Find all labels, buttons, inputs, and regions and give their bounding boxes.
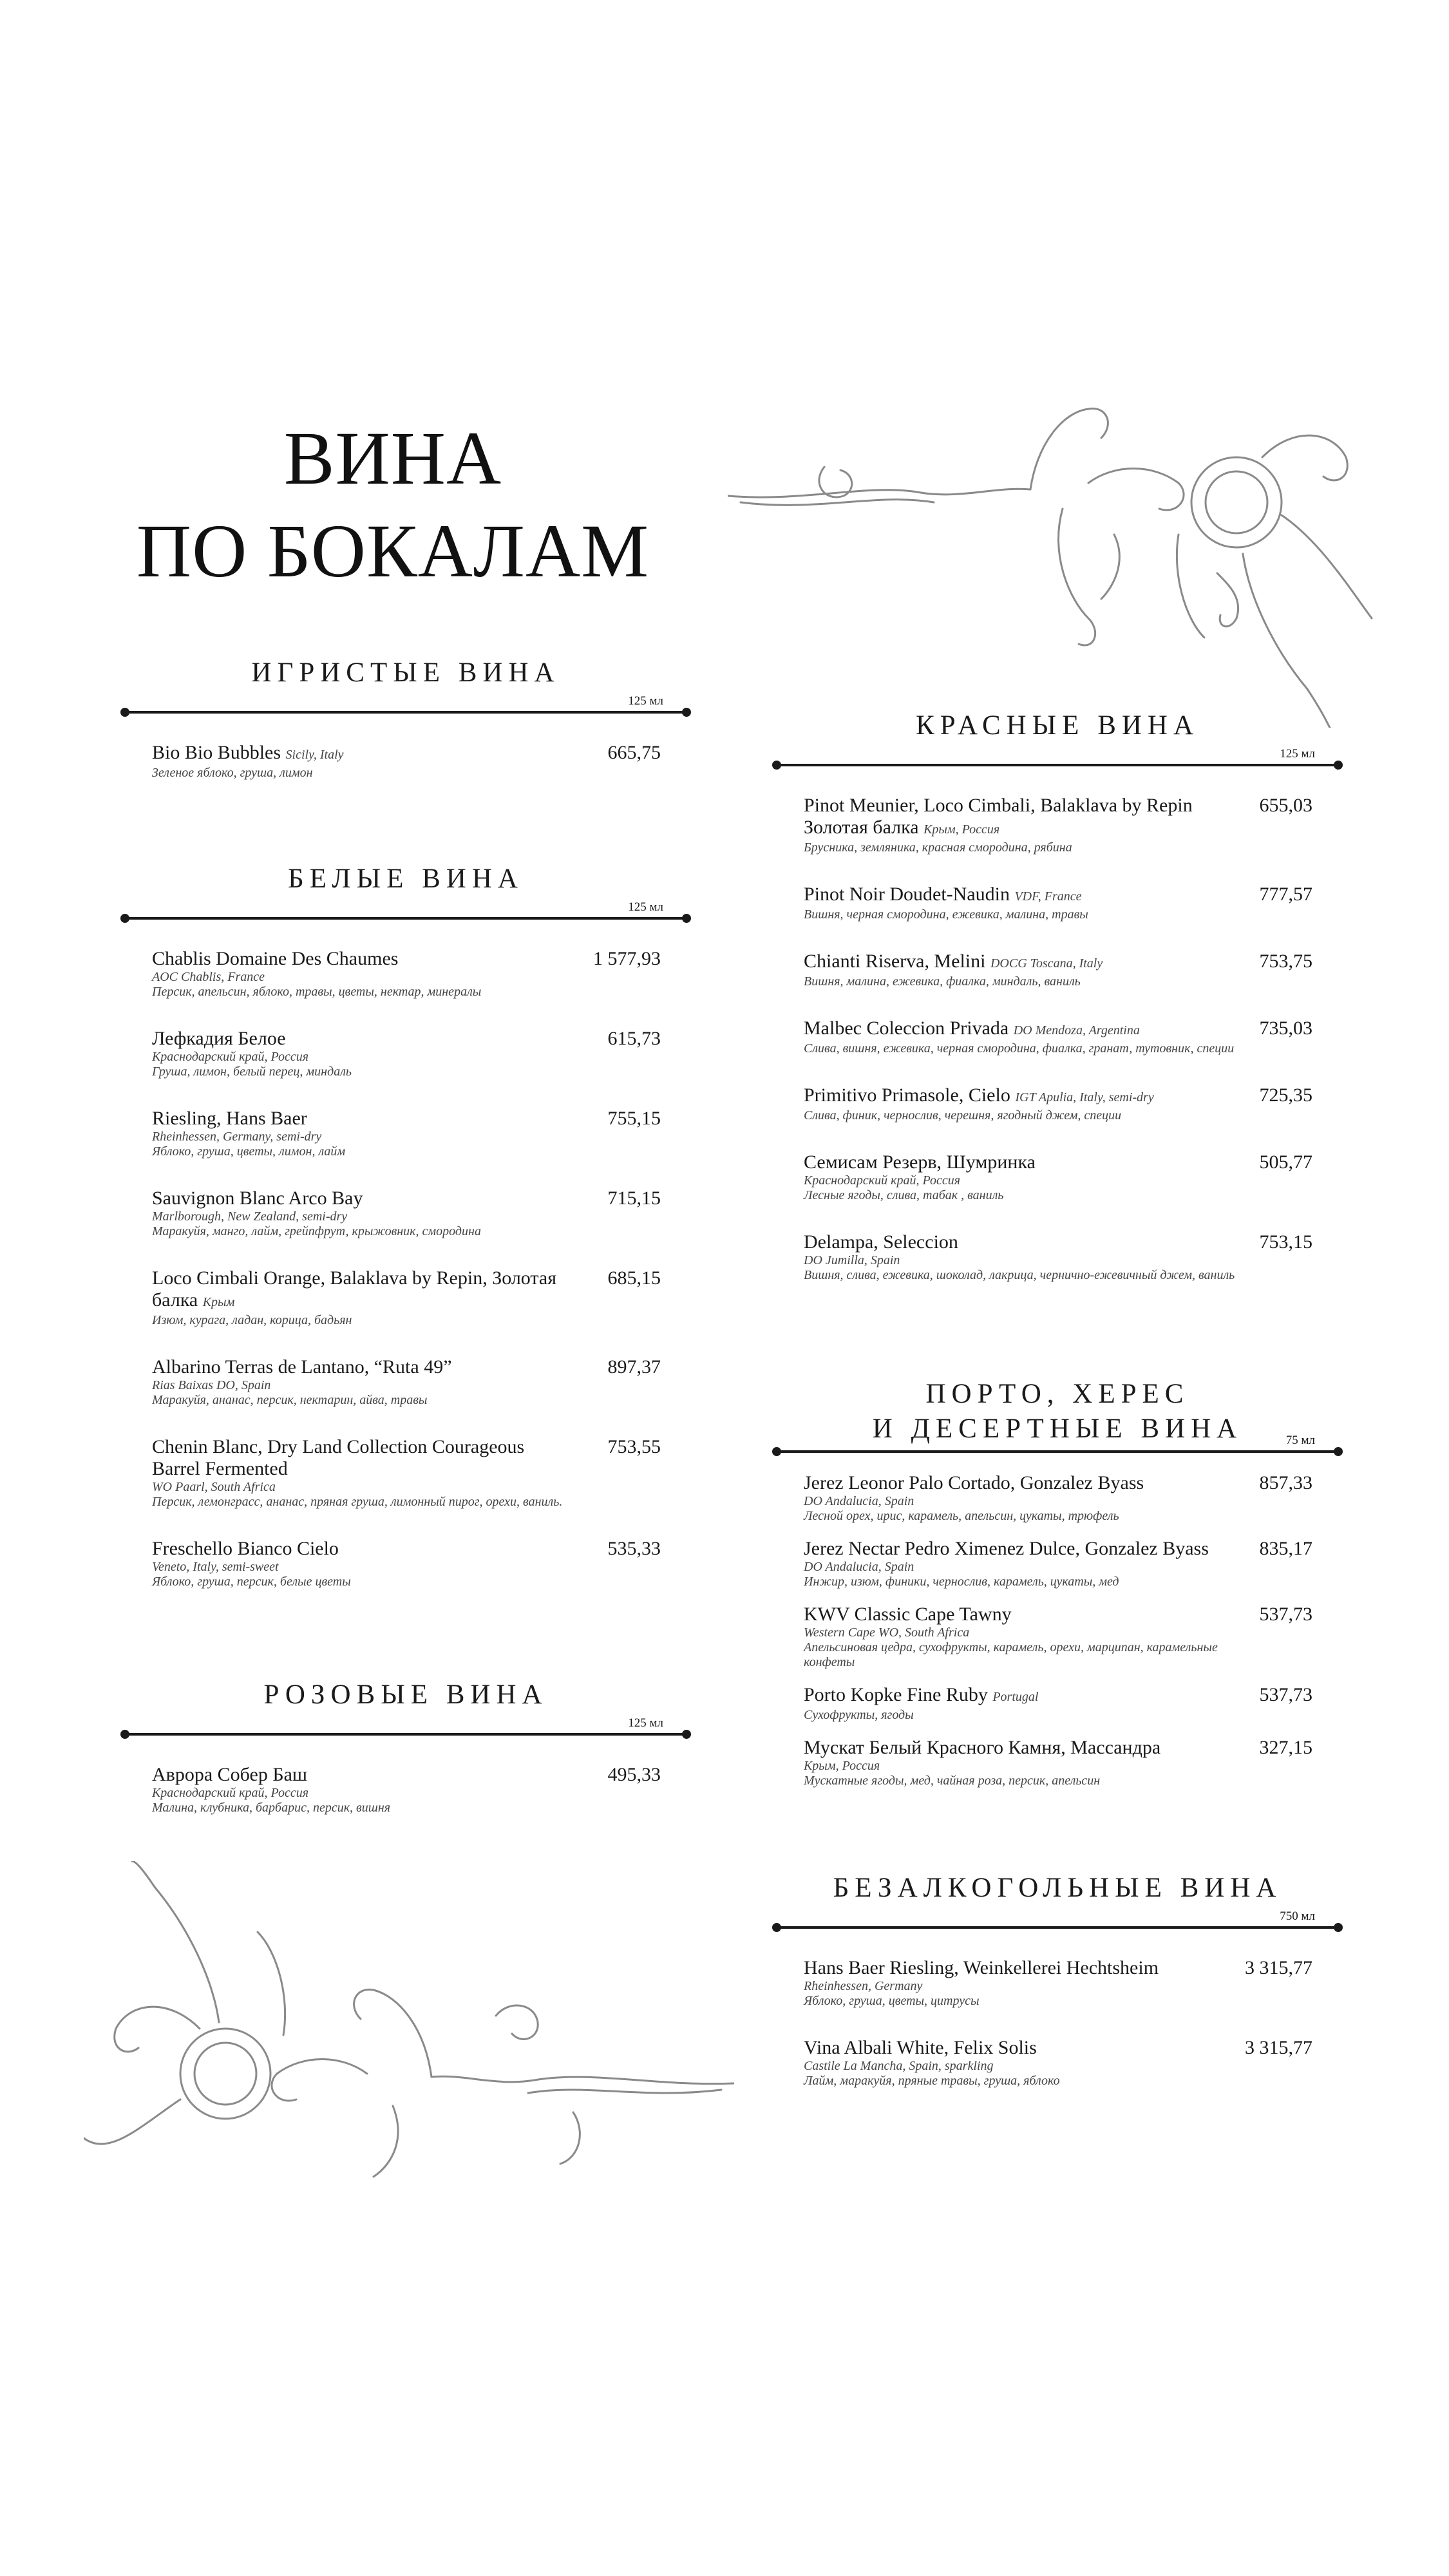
- wine-notes: Лесные ягоды, слива, табак , ваниль: [804, 1188, 1004, 1202]
- wine-item: [152, 1436, 661, 1510]
- wine-notes: Мускатные ягоды, мед, чайная роза, персик, апельсин: [804, 1774, 1101, 1788]
- wine-name: Loco Cimbali Orange, Balaklava by Repin, Золотая балка: [152, 1267, 556, 1311]
- divider: [777, 764, 1338, 766]
- wine-name: Jerez Nectar Pedro Ximenez Dulce, Gonzalez Byass: [804, 1538, 1209, 1559]
- wine-origin: DO Mendoza, Argentina: [1013, 1023, 1140, 1037]
- section-rose: [125, 1678, 687, 1844]
- divider: [125, 1733, 687, 1736]
- volume-label: 125 мл: [628, 694, 663, 708]
- wine-origin: VDF, France: [1014, 889, 1082, 904]
- wine-region: DO Andalucia, Spain: [804, 1494, 914, 1508]
- wine-item: [804, 884, 1312, 922]
- wine-name: KWV Classic Cape Tawny: [804, 1604, 1012, 1625]
- wine-price: 753,75: [1259, 951, 1312, 972]
- wine-region: Крым, Россия: [804, 1759, 880, 1773]
- wine-item: [804, 1737, 1312, 1788]
- wine-name: Bio Bio Bubbles: [152, 742, 281, 763]
- wine-notes: Малина, клубника, барбарис, персик, вишня: [152, 1801, 391, 1815]
- volume-label: 125 мл: [628, 1716, 663, 1730]
- wine-notes: Маракуйя, ананас, персик, нектарин, айва, травы: [152, 1393, 428, 1407]
- divider: [125, 917, 687, 920]
- wine-origin: Sicily, Italy: [285, 748, 344, 762]
- wine-price: 777,57: [1259, 884, 1312, 905]
- wine-price: 753,15: [1259, 1231, 1312, 1253]
- section-title-line1: ПОРТО, ХЕРЕС: [925, 1379, 1189, 1409]
- wine-name: Hans Baer Riesling, Weinkellerei Hechtsheim: [804, 1957, 1159, 1978]
- wine-name: Jerez Leonor Palo Cortado, Gonzalez Byass: [804, 1472, 1144, 1493]
- section-sparkling: [125, 656, 687, 809]
- wine-name: Аврора Собер Баш: [152, 1764, 307, 1785]
- wine-price: 535,33: [607, 1538, 661, 1559]
- wine-price: 655,03: [1259, 795, 1312, 816]
- wine-region: Marlborough, New Zealand, semi-dry: [152, 1209, 348, 1224]
- wine-region: Veneto, Italy, semi-sweet: [152, 1560, 279, 1574]
- wine-notes: Вишня, слива, ежевика, шоколад, лакрица, чернично-ежевичный джем, ваниль: [804, 1268, 1235, 1282]
- page-title-line2: ПО БОКАЛАМ: [136, 509, 650, 593]
- wine-price: 495,33: [607, 1764, 661, 1785]
- wine-region: Rias Baixas DO, Spain: [152, 1378, 271, 1392]
- wine-notes: Брусника, земляника, красная смородина, рябина: [804, 840, 1072, 855]
- wine-price: 735,03: [1259, 1018, 1312, 1039]
- section-white: [125, 862, 687, 1618]
- wine-item: [152, 948, 661, 999]
- wine-name: Мускат Белый Красного Камня, Массандра: [804, 1737, 1161, 1758]
- wine-item: [152, 1028, 661, 1079]
- wine-notes: Лесной орех, ирис, карамель, апельсин, цукаты, трюфель: [804, 1509, 1119, 1523]
- volume-label: 125 мл: [628, 900, 663, 914]
- wine-name: Primitivo Primasole, Cielo: [804, 1084, 1010, 1106]
- wine-item: [804, 1538, 1312, 1589]
- wine-item: [804, 1084, 1312, 1123]
- wine-item: [804, 1472, 1312, 1524]
- section-title: КРАСНЫЕ ВИНА: [915, 710, 1200, 741]
- wine-name: Chenin Blanc, Dry Land Collection Courageous Barrel Fermented: [152, 1436, 525, 1479]
- volume-label: 125 мл: [1280, 747, 1315, 761]
- wine-item: [804, 1018, 1312, 1056]
- page-title: [84, 412, 702, 598]
- wine-notes: Груша, лимон, белый перец, миндаль: [152, 1065, 352, 1079]
- volume-label: 750 мл: [1280, 1909, 1315, 1923]
- wine-price: 537,73: [1259, 1604, 1312, 1625]
- wine-name: Porto Kopke Fine Ruby: [804, 1684, 988, 1705]
- wine-price: 665,75: [607, 742, 661, 763]
- wine-item: [804, 1231, 1312, 1283]
- wine-notes: Вишня, черная смородина, ежевика, малина, травы: [804, 907, 1088, 922]
- wine-price: 755,15: [607, 1108, 661, 1129]
- wine-price: 505,77: [1259, 1151, 1312, 1173]
- wine-price: 1 577,93: [593, 948, 661, 969]
- wine-price: 715,15: [607, 1188, 661, 1209]
- divider: [777, 1926, 1338, 1929]
- wine-origin: Крым: [202, 1295, 235, 1309]
- wine-name: Riesling, Hans Baer: [152, 1108, 307, 1129]
- wine-origin: Portugal: [992, 1690, 1039, 1704]
- section-title: БЕЗАЛКОГОЛЬНЫЕ ВИНА: [833, 1873, 1282, 1903]
- section-title: БЕЛЫЕ ВИНА: [288, 864, 524, 894]
- wine-notes: Сухофрукты, ягоды: [804, 1708, 914, 1722]
- wine-notes: Слива, вишня, ежевика, черная смородина, фиалка, гранат, тутовник, специи: [804, 1041, 1235, 1056]
- wine-region: Краснодарский край, Россия: [804, 1173, 961, 1188]
- divider: [777, 1450, 1338, 1453]
- wine-notes: Персик, лемонграсс, ананас, пряная груша, лимонный пирог, орехи, ваниль.: [152, 1495, 563, 1509]
- wine-item: [804, 1684, 1312, 1723]
- wine-region: Rheinhessen, Germany: [804, 1979, 923, 1993]
- wine-name: Malbec Coleccion Privada: [804, 1018, 1009, 1039]
- wine-region: DO Andalucia, Spain: [804, 1560, 914, 1574]
- wine-price: 725,35: [1259, 1084, 1312, 1106]
- section-red: [777, 708, 1338, 1311]
- section-porto: [777, 1377, 1338, 1803]
- wine-item: [804, 1604, 1312, 1670]
- wine-notes: Вишня, малина, ежевика, фиалка, миндаль, ваниль: [804, 974, 1081, 989]
- wine-name: Chianti Riserva, Melini: [804, 951, 986, 972]
- wine-name: Pinot Noir Doudet-Naudin: [804, 884, 1010, 905]
- wine-notes: Яблоко, груша, цветы, лимон, лайм: [152, 1144, 346, 1159]
- wine-price: 897,37: [607, 1356, 661, 1378]
- wine-region: DO Jumilla, Spain: [804, 1253, 900, 1267]
- wine-name: Sauvignon Blanc Arco Bay: [152, 1188, 363, 1209]
- wine-region: Краснодарский край, Россия: [152, 1786, 309, 1800]
- wine-price: 537,73: [1259, 1684, 1312, 1705]
- ornament-top-right: [728, 406, 1378, 728]
- wine-notes: Яблоко, груша, персик, белые цветы: [152, 1575, 351, 1589]
- wine-notes: Лайм, маракуйя, пряные травы, груша, яблоко: [804, 2074, 1060, 2088]
- wine-notes: Изюм, курага, ладан, корица, бадьян: [152, 1313, 352, 1327]
- wine-item: [152, 1538, 661, 1589]
- wine-price: 327,15: [1259, 1737, 1312, 1758]
- wine-item: [804, 1151, 1312, 1203]
- section-non-alcoholic: [777, 1871, 1338, 2117]
- wine-notes: Апельсиновая цедра, сухофрукты, карамель, орехи, марципан, карамельные конфеты: [804, 1640, 1218, 1669]
- wine-name: Семисам Резерв, Шумринка: [804, 1151, 1036, 1173]
- wine-item: [804, 951, 1312, 989]
- page-title-line1: ВИНА: [283, 416, 502, 500]
- wine-item: [804, 2037, 1312, 2088]
- wine-region: WO Paarl, South Africa: [152, 1480, 276, 1494]
- wine-price: 615,73: [607, 1028, 661, 1049]
- wine-name: Delampa, Seleccion: [804, 1231, 958, 1253]
- wine-item: [804, 795, 1312, 855]
- wine-origin: DOCG Toscana, Italy: [990, 956, 1103, 971]
- wine-name: Pinot Meunier, Loco Cimbali, Balaklava by Repin Золотая балка: [804, 795, 1193, 838]
- wine-price: 753,55: [607, 1436, 661, 1457]
- wine-price: 857,33: [1259, 1472, 1312, 1493]
- wine-price: 3 315,77: [1245, 1957, 1312, 1978]
- wine-region: Краснодарский край, Россия: [152, 1050, 309, 1064]
- wine-origin: Крым, Россия: [923, 822, 1000, 837]
- wine-item: [152, 1356, 661, 1408]
- wine-item: [152, 1188, 661, 1239]
- wine-origin: IGT Apulia, Italy, semi-dry: [1015, 1090, 1154, 1104]
- wine-region: Castile La Mancha, Spain, sparkling: [804, 2059, 994, 2073]
- wine-notes: Яблоко, груша, цветы, цитрусы: [804, 1994, 980, 2008]
- wine-name: Vina Albali White, Felix Solis: [804, 2037, 1037, 2058]
- wine-notes: Инжир, изюм, финики, чернослив, карамель, цукаты, мед: [804, 1575, 1119, 1589]
- wine-item: [152, 1108, 661, 1159]
- wine-item: [152, 1267, 661, 1328]
- wine-item: [152, 1764, 661, 1815]
- wine-price: 3 315,77: [1245, 2037, 1312, 2058]
- wine-item: [152, 742, 661, 781]
- wine-price: 685,15: [607, 1267, 661, 1289]
- divider: [125, 711, 687, 714]
- volume-label: 75 мл: [1285, 1434, 1315, 1447]
- wine-notes: Слива, финик, чернослив, черешня, ягодный джем, специи: [804, 1108, 1122, 1122]
- wine-region: Western Cape WO, South Africa: [804, 1625, 970, 1640]
- wine-name: Лефкадия Белое: [152, 1028, 286, 1049]
- wine-name: Chablis Domaine Des Chaumes: [152, 948, 399, 969]
- section-title: ИГРИСТЫЕ ВИНА: [251, 658, 560, 688]
- wine-item: [804, 1957, 1312, 2009]
- wine-region: AOC Chablis, France: [152, 970, 265, 984]
- wine-notes: Персик, апельсин, яблоко, травы, цветы, нектар, минералы: [152, 985, 482, 999]
- wine-name: Freschello Bianco Cielo: [152, 1538, 339, 1559]
- wine-name: Albarino Terras de Lantano, “Ruta 49”: [152, 1356, 452, 1378]
- wine-notes: Маракуйя, манго, лайм, грейпфрут, крыжовник, смородина: [152, 1224, 481, 1238]
- ornament-bottom-left: [84, 1861, 734, 2183]
- section-title: РОЗОВЫЕ ВИНА: [263, 1680, 548, 1710]
- section-title-line2: И ДЕСЕРТНЫЕ ВИНА: [872, 1414, 1243, 1444]
- wine-notes: Зеленое яблоко, груша, лимон: [152, 766, 313, 780]
- wine-region: Rheinhessen, Germany, semi-dry: [152, 1130, 322, 1144]
- wine-price: 835,17: [1259, 1538, 1312, 1559]
